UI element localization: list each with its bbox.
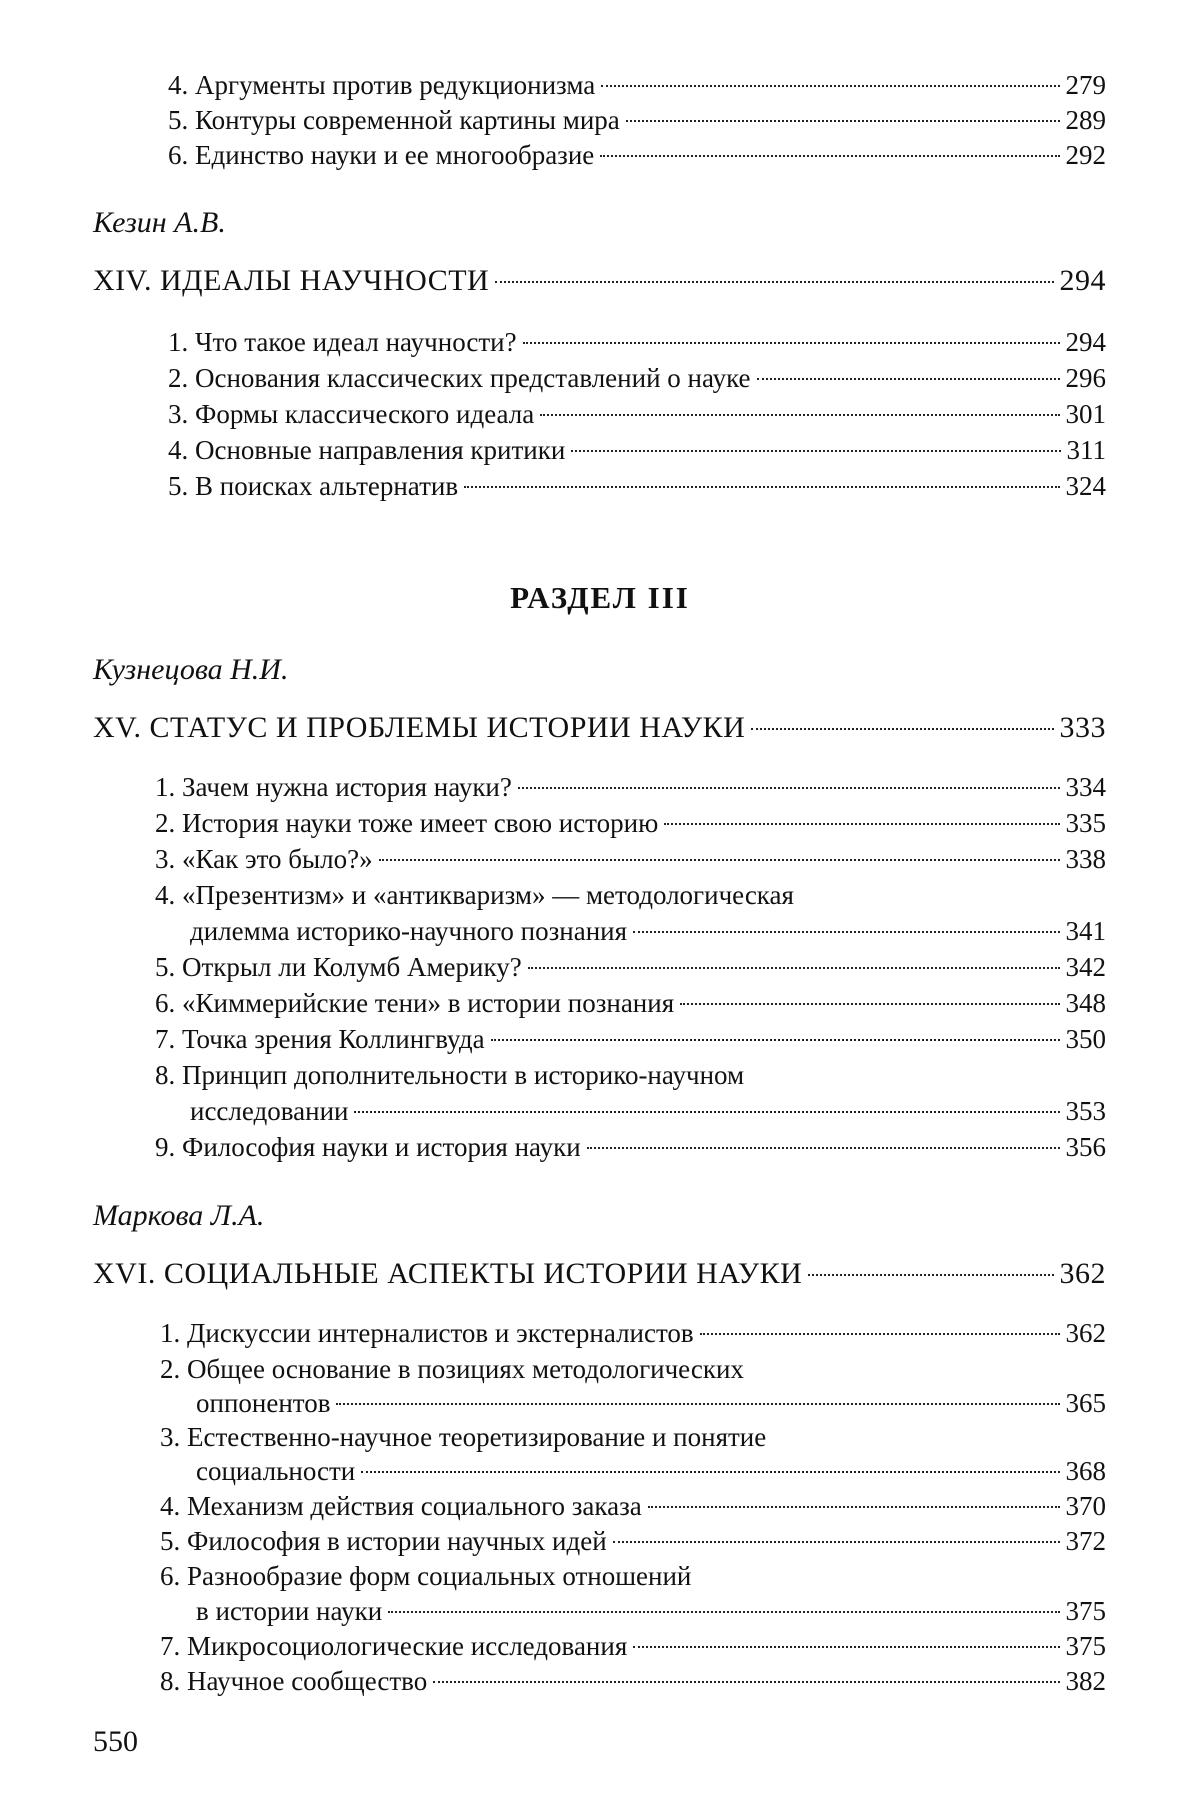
entry-label: 2. Основания классических представлений о науке	[168, 363, 751, 393]
leader-dots	[626, 120, 1060, 122]
leader-dots	[808, 1274, 1053, 1276]
toc-entry	[155, 1128, 1106, 1166]
entry-label: 7. Микросоциологические исследования	[160, 1631, 628, 1661]
leader-dots	[388, 1611, 1059, 1613]
entry-page: 296	[1065, 363, 1106, 393]
entry-page: 341	[1065, 916, 1106, 946]
toc-entry	[155, 1020, 1106, 1058]
leader-dots	[491, 1039, 1060, 1041]
toc-entry	[155, 840, 1106, 878]
entry-label: 9. Философия науки и история науки	[155, 1132, 581, 1162]
chapter-heading	[93, 709, 1106, 747]
leader-dots	[354, 1111, 1059, 1113]
entry-label-line1: 8. Принцип дополнительности в историко-научном	[155, 1060, 745, 1090]
toc-entry	[196, 1592, 1106, 1630]
entry-label: 2. История науки тоже имеет свою историю	[155, 808, 659, 838]
leader-dots	[571, 450, 1060, 452]
leader-dots	[523, 342, 1060, 344]
entry-page: 353	[1065, 1096, 1106, 1126]
entry-page: 382	[1065, 1666, 1106, 1696]
entry-label-line1: 3. Естественно-научное теоретизирование и понятие	[160, 1422, 767, 1452]
entry-page: 372	[1065, 1526, 1106, 1556]
leader-dots	[379, 859, 1060, 861]
toc-entry	[160, 1627, 1106, 1665]
leader-dots	[540, 414, 1059, 416]
toc-entry	[155, 948, 1106, 986]
leader-dots	[680, 1003, 1059, 1005]
toc-entry	[160, 1314, 1106, 1352]
chapter-heading	[93, 1255, 1106, 1293]
chapter-page: 294	[1059, 264, 1106, 297]
leader-dots	[528, 967, 1060, 969]
entry-label: 5. Открыл ли Колумб Америку?	[155, 952, 522, 982]
toc-entry	[168, 359, 1106, 397]
entry-page: 289	[1065, 105, 1106, 135]
entry-label-line1: 4. «Презентизм» и «антикваризм» — методологическая	[155, 880, 794, 910]
entry-label: 5. В поисках альтернатив	[168, 471, 459, 501]
entry-page: 292	[1065, 140, 1106, 170]
toc-entry	[196, 1384, 1106, 1422]
toc-entry	[196, 1452, 1106, 1490]
entry-label: 8. Научное сообщество	[160, 1666, 428, 1696]
chapter-page: 333	[1059, 711, 1106, 744]
toc-entry	[160, 1487, 1106, 1525]
toc-entry	[190, 1092, 1106, 1130]
toc-entry	[160, 1522, 1106, 1560]
leader-dots	[633, 1646, 1059, 1648]
entry-label-line1: 6. Разнообразие форм социальных отношений	[160, 1561, 692, 1591]
chapter-heading	[93, 262, 1106, 300]
entry-page: 335	[1065, 808, 1106, 838]
leader-dots	[648, 1506, 1060, 1508]
entry-page: 279	[1065, 70, 1106, 100]
entry-label: 5. Контуры современной картины мира	[168, 105, 620, 135]
chapter-author: Кезин А.В.	[93, 206, 226, 239]
leader-dots	[601, 85, 1059, 87]
entry-page: 368	[1065, 1456, 1106, 1486]
entry-label-line2: дилемма историко-научного познания	[190, 916, 628, 946]
leader-dots	[361, 1471, 1059, 1473]
toc-entry	[168, 431, 1106, 469]
entry-label: 3. Формы классического идеала	[168, 399, 535, 429]
entry-label-line1: 2. Общее основание в позициях методологических	[160, 1354, 744, 1384]
chapter-title: XV. СТАТУС И ПРОБЛЕМЫ ИСТОРИИ НАУКИ	[93, 711, 746, 744]
leader-dots	[518, 787, 1060, 789]
entry-page: 334	[1065, 772, 1106, 802]
entry-label: 5. Философия в истории научных идей	[160, 1526, 607, 1556]
entry-page: 301	[1065, 399, 1106, 429]
entry-page: 350	[1065, 1024, 1106, 1054]
leader-dots	[587, 1147, 1060, 1149]
toc-entry	[155, 804, 1106, 842]
entry-page: 311	[1066, 435, 1106, 465]
leader-dots	[633, 931, 1059, 933]
entry-label: 1. Что такое идеал научности?	[168, 327, 517, 357]
toc-entry	[155, 984, 1106, 1022]
entry-label-line2: исследовании	[190, 1096, 349, 1126]
entry-label: 6. «Киммерийские тени» в истории познания	[155, 988, 675, 1018]
entry-label: 1. Зачем нужна история науки?	[155, 772, 512, 802]
chapter-author: Кузнецова Н.И.	[93, 653, 289, 686]
chapter-title: XVI. СОЦИАЛЬНЫЕ АСПЕКТЫ ИСТОРИИ НАУКИ	[93, 1257, 803, 1290]
leader-dots	[464, 486, 1059, 488]
toc-entry	[168, 395, 1106, 433]
entry-page: 375	[1065, 1596, 1106, 1626]
toc-entry	[168, 323, 1106, 361]
toc-entry	[168, 136, 1106, 174]
entry-page: 342	[1065, 952, 1106, 982]
entry-label: 7. Точка зрения Коллингвуда	[155, 1024, 485, 1054]
toc-entry	[168, 101, 1106, 139]
entry-label-line2: оппонентов	[196, 1388, 331, 1418]
leader-dots	[757, 378, 1060, 380]
leader-dots	[495, 281, 1053, 283]
leader-dots	[613, 1541, 1060, 1543]
entry-label: 1. Дискуссии интерналистов и экстерналистов	[160, 1318, 694, 1348]
chapter-page: 362	[1059, 1257, 1106, 1290]
entry-label-line2: социальности	[196, 1456, 356, 1486]
entry-page: 356	[1065, 1132, 1106, 1162]
entry-label: 6. Единство науки и ее многообразие	[168, 140, 595, 170]
entry-page: 370	[1065, 1491, 1106, 1521]
leader-dots	[336, 1403, 1059, 1405]
entry-page: 294	[1065, 327, 1106, 357]
entry-label: 4. Механизм действия социального заказа	[160, 1491, 642, 1521]
entry-page: 324	[1065, 471, 1106, 501]
chapter-author: Маркова Л.А.	[93, 1199, 265, 1232]
leader-dots	[433, 1681, 1059, 1683]
toc-entry	[168, 467, 1106, 505]
entry-label: 4. Основные направления критики	[168, 435, 566, 465]
toc-entry	[168, 66, 1106, 104]
leader-dots	[600, 155, 1059, 157]
chapter-title: XIV. ИДЕАЛЫ НАУЧНОСТИ	[93, 264, 490, 297]
page-number: 550	[93, 1725, 138, 1758]
entry-label: 3. «Как это было?»	[155, 844, 373, 874]
entry-label-line2: в истории науки	[196, 1596, 383, 1626]
leader-dots	[664, 823, 1059, 825]
entry-page: 375	[1065, 1631, 1106, 1661]
entry-label: 4. Аргументы против редукционизма	[168, 70, 596, 100]
entry-page: 338	[1065, 844, 1106, 874]
entry-page: 348	[1065, 988, 1106, 1018]
leader-dots	[700, 1333, 1060, 1335]
toc-entry	[190, 912, 1106, 950]
entry-page: 365	[1065, 1388, 1106, 1418]
section-heading: РАЗДЕЛ III	[510, 580, 690, 615]
toc-entry	[160, 1662, 1106, 1700]
entry-page: 362	[1065, 1318, 1106, 1348]
leader-dots	[751, 728, 1053, 730]
toc-entry	[155, 768, 1106, 806]
